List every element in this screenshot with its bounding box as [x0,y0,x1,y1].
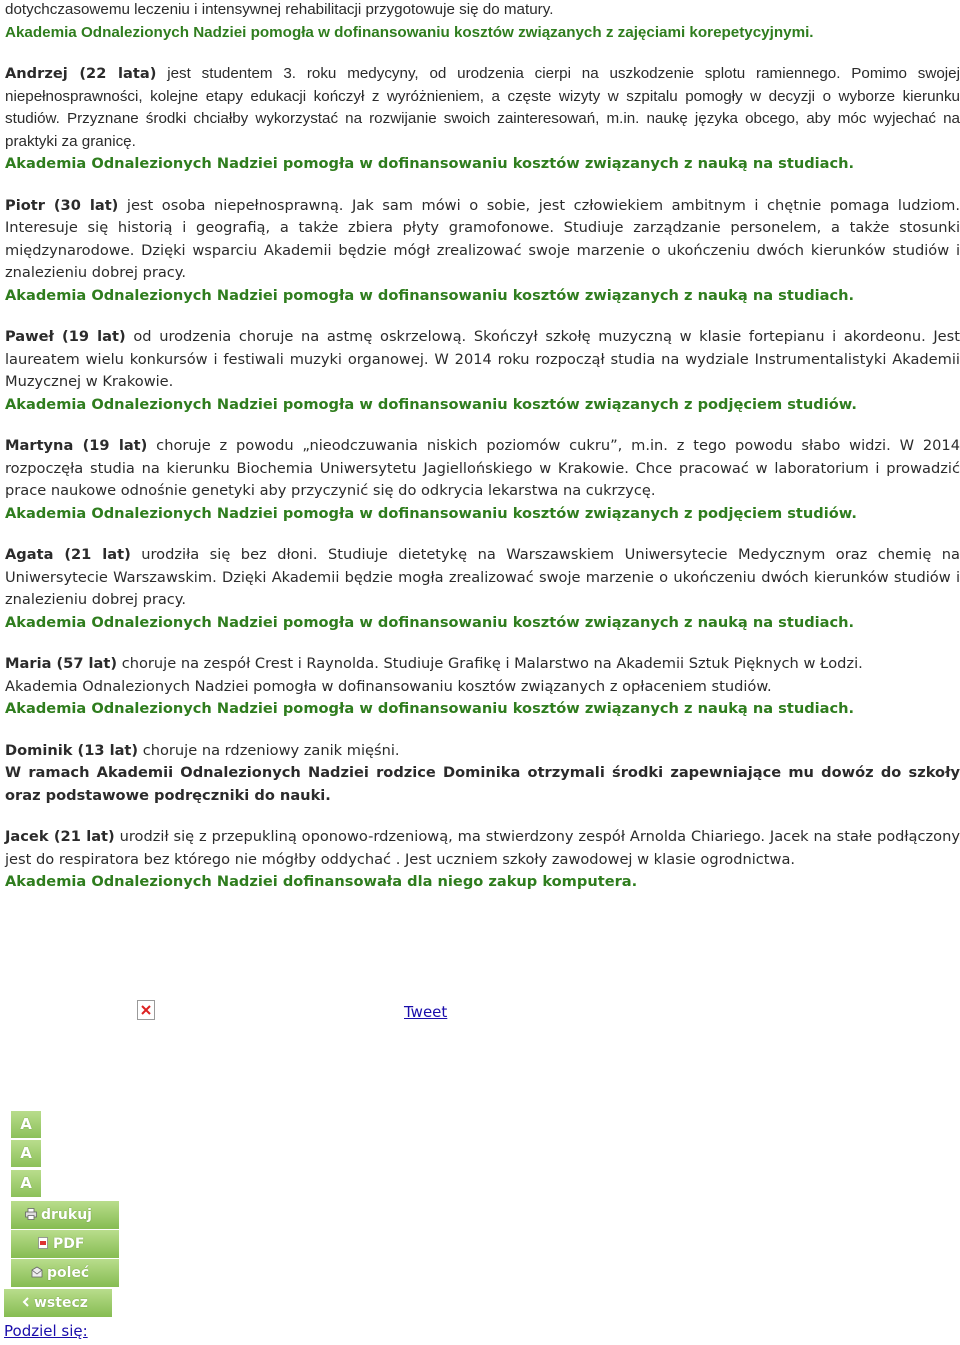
tweet-link[interactable]: Tweet [404,1003,448,1021]
recommend-button[interactable] [11,1259,119,1287]
story-bold-note: W ramach Akademii Odnalezionych Nadziei rodzice Dominika otrzymali środki zapewniające mu dowóz do szkoły oraz podstawowe podręczniki do nauki. [5,764,960,804]
story-text: od urodzenia choruje na astmę oskrzelową. Skończył szkołę muzyczną w klasie fortepianu i akordeonu. Jest laureatem wielu konkursów i festiwali muzyki organowej. W 2014 roku rozpoczął studia na wydziale Instrumentalistyki Akademii Muzycznej w Krakowie. [5,328,960,390]
story-green-note: Akademia Odnalezionych Nadziei pomogła w dofinansowaniu kosztów związanych z nauką na studiach. [5,700,855,717]
intro-paragraph [5,0,960,44]
story-text: jest studentem 3. roku medycyny, od urodzenia cierpi na uszkodzenie splotu ramiennego. Pomimo swojej niepełnosprawności, kolejne etapy edukacji kończył z wyróżnieniem, a częste wizyty w szpitalu pomogły w decyzji o wyborze kierunku studiów. Przyznane środki chciałby wykorzystać na rozwijanie swoich zainteresowań, m.in. naukę języka obcego, aby móc wyjechać na praktyki za granicę. [5,65,960,150]
story-green-note: Akademia Odnalezionych Nadziei pomogła w dofinansowaniu kosztów związanych z nauką na studiach. [5,286,855,304]
story-extra: Akademia Odnalezionych Nadziei pomogła w dofinansowaniu kosztów związanych z opłaceniem studiów. [5,677,772,695]
broken-image-icon[interactable] [137,1000,155,1020]
print-label: drukuj [41,1207,92,1223]
story-martyna [5,435,960,525]
back-button[interactable] [4,1289,112,1317]
story-green-note: Akademia Odnalezionych Nadziei pomogła w dofinansowaniu kosztów związanych z podjęciem studiów. [5,504,857,522]
intro-section [5,0,960,44]
pdf-icon [37,1231,49,1243]
recommend-label: poleć [47,1265,90,1281]
story-text: jest osoba niepełnosprawną. Jak sam mówi o sobie, jest człowiekiem ambitnym i chętnie pomaga ludziom. Interesuje się historią i geografią, a także zbiera płyty gramofonowe. Studiuje zarządzanie personelem, a także stosunki międzynarodowe. Dzięki wsparciu Akademii będzie mógł zrealizować swoje marzenie o ukończeniu dwóch kierunków studiów i znalezieniu dobrej pracy. [5,196,960,281]
story-lead: Maria (57 lat) [5,655,118,672]
story-lead: Agata (21 lat) [5,546,131,563]
story-jacek [5,826,960,894]
story-lead: Martyna (19 lat) [5,437,148,454]
font-size-large-button[interactable]: A [11,1170,41,1197]
story-green-note: Akademia Odnalezionych Nadziei pomogła w dofinansowaniu kosztów związanych z nauką na studiach. [5,155,855,172]
story-lead: Andrzej (22 lata) [5,65,157,82]
story-agata [5,544,960,634]
back-label: wstecz [34,1295,88,1311]
print-button[interactable] [11,1201,119,1229]
story-lead: Piotr (30 lat) [5,196,119,214]
story-text: choruje na zespół Crest i Raynolda. Studiuje Grafikę i Malarstwo na Akademii Sztuk Pięknych w Łodzi. [117,655,863,672]
intro-line: dotychczasowemu leczeniu i intensywnej rehabilitacji przygotowuje się do matury. [5,1,554,18]
story-green-note: Akademia Odnalezionych Nadziei pomogła w dofinansowaniu kosztów związanych z nauką na studiach. [5,613,855,631]
story-dominik [5,740,960,808]
printer-icon [25,1202,37,1214]
story-text: choruje z powodu „nieodczuwania niskich poziomów cukru”, m.in. z tego powodu słabo widzi. W 2014 rozpoczęła studia na kierunku Biochemia Uniwersytetu Jagiellońskiego w Krakowie. Chce pracować w laboratorium i prowadzić prace naukowe odnośnie genetyki aby przyczynić się do odkrycia lekarstwa na cukrzycę. [5,437,960,499]
font-size-small-button[interactable]: A [11,1111,41,1138]
font-size-medium-button[interactable]: A [11,1140,41,1167]
pdf-button[interactable] [11,1230,119,1258]
share-link[interactable]: Podziel się: [4,1322,88,1340]
envelope-icon [31,1260,43,1272]
story-text: urodził się z przepukliną oponowo-rdzeniową, ma stwierdzony zespół Arnolda Chiariego. Jacek na stałe podłączony jest do respiratora bez którego nie mógłby oddychać . Jest uczniem szkoły zawodowej w klasie ogrodnictwa. [5,828,960,868]
story-text: choruje na rdzeniowy zanik mięśni. [138,741,400,759]
story-andrzej [5,63,960,176]
story-text: urodziła się bez dłoni. Studiuje dietetykę na Warszawskiem Uniwersytecie Medycznym oraz chemię na Uniwersytecie Warszawskim. Dzięki Akademii będzie mogła zrealizować swoje marzenie o ukończeniu dwóch kierunków studiów i znalezieniu dobrej pracy. [5,546,960,608]
story-maria [5,653,960,721]
story-green-note: Akademia Odnalezionych Nadziei dofinansowała dla niego zakup komputera. [5,873,638,890]
intro-green-note: Akademia Odnalezionych Nadziei pomogła w dofinansowaniu kosztów związanych z zajęciami korepetycyjnymi. [5,23,814,41]
story-pawel [5,326,960,416]
story-lead: Paweł (19 lat) [5,328,126,345]
pdf-label: PDF [53,1236,85,1252]
story-piotr [5,195,960,308]
arrow-left-icon [22,1290,30,1302]
story-lead: Jacek (21 lat) [5,828,115,845]
story-lead: Dominik (13 lat) [5,741,139,759]
article-body [5,0,960,913]
story-green-note: Akademia Odnalezionych Nadziei pomogła w dofinansowaniu kosztów związanych z podjęciem studiów. [5,395,857,413]
